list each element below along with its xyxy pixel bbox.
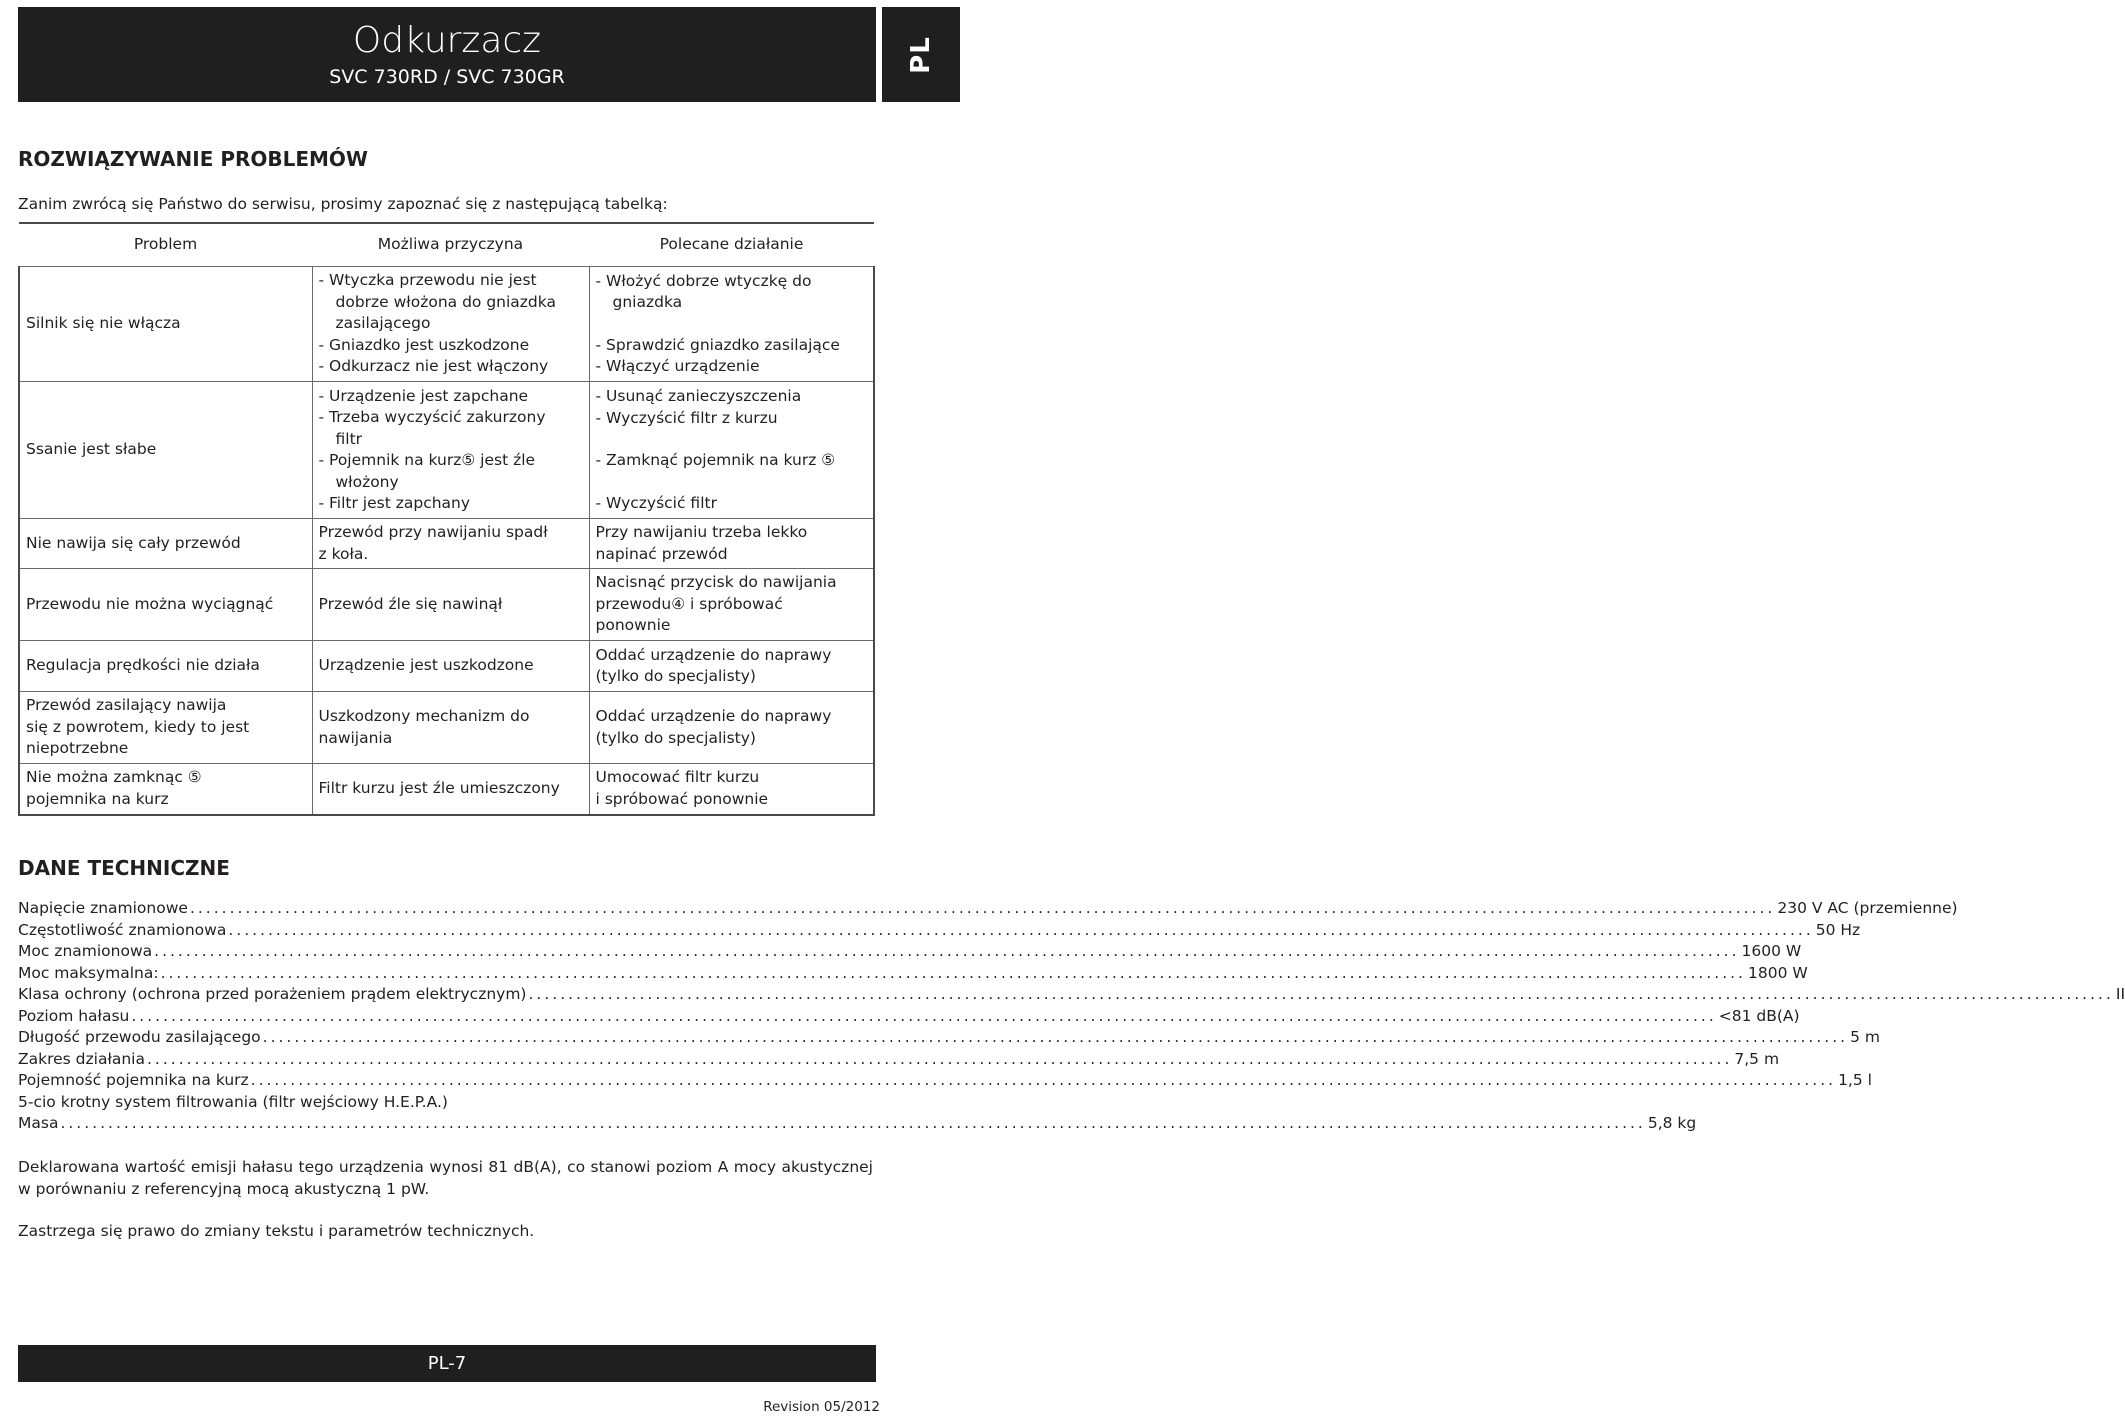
spec-row (18, 1006, 1800, 1028)
table-header-row (19, 223, 874, 267)
spec-row (18, 984, 2125, 1006)
problem-cell (19, 267, 312, 382)
problem-cell (19, 641, 312, 692)
cause-cell (312, 267, 589, 382)
action-line: Przy nawijaniu trzeba lekko (595, 523, 808, 541)
action-line: gniazdka (612, 293, 683, 311)
column-header-problem: Problem (19, 223, 312, 267)
action-line: - Wyczyścić filtr z kurzu (595, 408, 778, 427)
action-cell (589, 569, 874, 641)
spec-value: 230 V AC (przemienne) (1777, 899, 1958, 917)
spec-leader: ........................................................................................................................................................................................................ (189, 899, 1776, 917)
spec-leader: ........................................................................................................................................................................................................ (250, 1071, 1837, 1089)
cause-line: - Odkurzacz nie jest włączony (318, 357, 549, 376)
spec-label: Częstotliwość znamionowa (18, 920, 227, 939)
spec-label: Zakres działania (18, 1049, 145, 1068)
cause-line: - Wtyczka przewodu nie jest (318, 271, 537, 290)
spec-row (18, 1027, 1880, 1049)
action-line: napinać przewód (595, 544, 728, 563)
action-line: - Usunąć zanieczyszczenia (595, 387, 802, 405)
problem-text: Silnik się nie włącza (26, 314, 181, 333)
spec-row (18, 963, 1808, 985)
spec-value: 50 Hz (1815, 920, 1861, 939)
action-line: i spróbować ponownie (595, 789, 769, 808)
cause-line: - Gniazdko jest uszkodzone (318, 335, 530, 354)
table-row (19, 764, 874, 815)
action-cell (589, 267, 874, 382)
cause-cell (312, 382, 589, 519)
table-row (19, 267, 874, 382)
action-cell (589, 692, 874, 764)
action-cell (589, 519, 874, 569)
cause-line: - Pojemnik na kurz⑤ jest źle (318, 451, 536, 469)
spec-leader: ........................................................................................................................................................................................................ (154, 942, 1740, 960)
cause-cell (312, 764, 589, 815)
spec-leader: ........................................................................................................................................................................................................ (228, 920, 1814, 939)
spec-value: 7,5 m (1734, 1049, 1780, 1068)
spec-label: Klasa ochrony (ochrona przed porażeniem prądem elektrycznym) (18, 985, 527, 1003)
cause-line: Przewód przy nawijaniu spadł (318, 523, 548, 541)
spec-value: II (2115, 985, 2125, 1003)
table-row (19, 641, 874, 692)
problem-cell (19, 519, 312, 569)
cause-line: nawijania (318, 728, 393, 747)
action-line: przewodu④ i spróbować (595, 594, 783, 613)
spec-list (18, 898, 2125, 1135)
cause-line: Filtr kurzu jest źle umieszczony (318, 779, 560, 797)
cause-cell (312, 692, 589, 764)
spec-label: Moc maksymalna: (18, 963, 159, 982)
problem-cell (19, 692, 312, 764)
spec-label: 5-cio krotny system filtrowania (filtr wejściowy H.E.P.A.) (18, 1092, 448, 1111)
disclaimer: Zastrzega się prawo do zmiany tekstu i parametrów technicznych. (18, 1222, 535, 1240)
spec-leader: ........................................................................................................................................................................................................ (528, 985, 2114, 1003)
cause-line: zasilającego (335, 314, 431, 333)
action-line: - Wyczyścić filtr (595, 493, 717, 512)
spec-value: 5 m (1850, 1028, 1880, 1046)
action-cell (589, 764, 874, 815)
header-bar (18, 7, 876, 102)
action-line: (tylko do specjalisty) (595, 728, 756, 747)
model-subtitle: SVC 730RD / SVC 730GR (329, 66, 565, 88)
action-line: Nacisnąć przycisk do nawijania (595, 573, 837, 592)
spec-row (18, 1070, 1872, 1092)
table-row (19, 569, 874, 641)
spec-value: 1,5 l (1838, 1071, 1872, 1089)
troubleshooting-heading: ROZWIĄZYWANIE PROBLEMÓW (18, 147, 368, 171)
problem-text: Przewodu nie można wyciągnąć (26, 594, 274, 613)
action-cell (589, 382, 874, 519)
cause-line: Przewód źle się nawinął (318, 594, 503, 613)
cause-line: - Filtr jest zapchany (318, 494, 471, 512)
spec-row (18, 920, 1861, 942)
problem-text: Nie nawija się cały przewód (26, 533, 241, 552)
spec-leader: ........................................................................................................................................................................................................ (160, 963, 1746, 982)
cause-cell (312, 569, 589, 641)
problem-text: Przewód zasilający nawija (26, 696, 227, 715)
spec-label: Napięcie znamionowe (18, 899, 188, 917)
problem-text: pojemnika na kurz (26, 789, 169, 808)
cause-line: Urządzenie jest uszkodzone (318, 656, 534, 675)
cause-line: filtr (335, 429, 363, 448)
action-line: (tylko do specjalisty) (595, 667, 756, 685)
cause-line: włożony (335, 472, 399, 491)
column-header-cause: Możliwa przyczyna (312, 223, 589, 267)
spec-label: Pojemność pojemnika na kurz (18, 1071, 249, 1089)
troubleshooting-intro: Zanim zwrócą się Państwo do serwisu, prosimy zapoznać się z następującą tabelką: (18, 195, 668, 213)
spec-row (18, 1113, 1697, 1135)
spec-row (18, 1049, 1780, 1071)
spec-value: 1800 W (1747, 963, 1808, 982)
problem-cell (19, 382, 312, 519)
spec-leader: ........................................................................................................................................................................................................ (146, 1049, 1733, 1068)
language-tab (882, 7, 960, 102)
problem-cell (19, 764, 312, 815)
spec-leader: ........................................................................................................................................................................................................ (131, 1006, 1717, 1025)
language-label: PL (906, 35, 936, 74)
page-number: PL-7 (427, 1353, 467, 1374)
spec-row (18, 941, 1802, 963)
action-line: - Włożyć dobrze wtyczkę do (595, 271, 812, 290)
problem-text: Nie można zamknąc ⑤ (26, 768, 202, 787)
revision-label: Revision 05/2012 (763, 1399, 880, 1415)
cause-line: z koła. (318, 544, 369, 563)
cause-line: dobrze włożona do gniazdka (335, 292, 556, 311)
action-line: Oddać urządzenie do naprawy (595, 707, 832, 725)
footer-bar (18, 1345, 876, 1382)
technical-heading: DANE TECHNICZNE (18, 856, 230, 880)
cause-line: - Urządzenie jest zapchane (318, 386, 529, 405)
action-line: - Sprawdzić gniazdko zasilające (595, 335, 840, 354)
noise-statement: Deklarowana wartość emisji hałasu tego urządzenia wynosi 81 dB(A), co stanowi poziom A mocy akustycznej w porównaniu z referencyjną mocą akustyczną 1 pW. (18, 1158, 873, 1198)
action-cell (589, 641, 874, 692)
spec-label: Masa (18, 1114, 59, 1132)
problem-text: Regulacja prędkości nie działa (26, 656, 260, 675)
spec-label: Długość przewodu zasilającego (18, 1028, 261, 1046)
cause-line: - Trzeba wyczyścić zakurzony (318, 408, 546, 426)
problem-text: niepotrzebne (26, 739, 129, 758)
problem-cell (19, 569, 312, 641)
table-row (19, 382, 874, 519)
column-header-action: Polecane działanie (589, 223, 874, 267)
spec-value: 5,8 kg (1647, 1114, 1697, 1132)
cause-cell (312, 519, 589, 569)
spec-row (18, 1092, 867, 1114)
action-line: Oddać urządzenie do naprawy (595, 645, 832, 664)
spec-value: 1600 W (1741, 942, 1802, 960)
problem-text: Ssanie jest słabe (26, 440, 157, 459)
problem-text: się z powrotem, kiedy to jest (26, 717, 250, 736)
spec-row (18, 898, 1958, 920)
action-line: Umocować filtr kurzu (595, 768, 760, 787)
table-row (19, 692, 874, 764)
cause-cell (312, 641, 589, 692)
spec-value: <81 dB(A) (1718, 1006, 1800, 1025)
table-row (19, 519, 874, 569)
spec-leader: ........................................................................................................................................................................................................ (60, 1114, 1646, 1132)
troubleshooting-table (18, 222, 875, 816)
action-line: - Zamknąć pojemnik na kurz ⑤ (595, 451, 836, 469)
document-title: Odkurzacz (352, 20, 542, 61)
cause-line: Uszkodzony mechanizm do (318, 707, 530, 725)
spec-label: Poziom hałasu (18, 1006, 130, 1025)
action-line: ponownie (595, 616, 671, 635)
action-line: - Włączyć urządzenie (595, 357, 760, 375)
spec-leader: ........................................................................................................................................................................................................ (262, 1028, 1849, 1046)
spec-label: Moc znamionowa (18, 942, 153, 960)
